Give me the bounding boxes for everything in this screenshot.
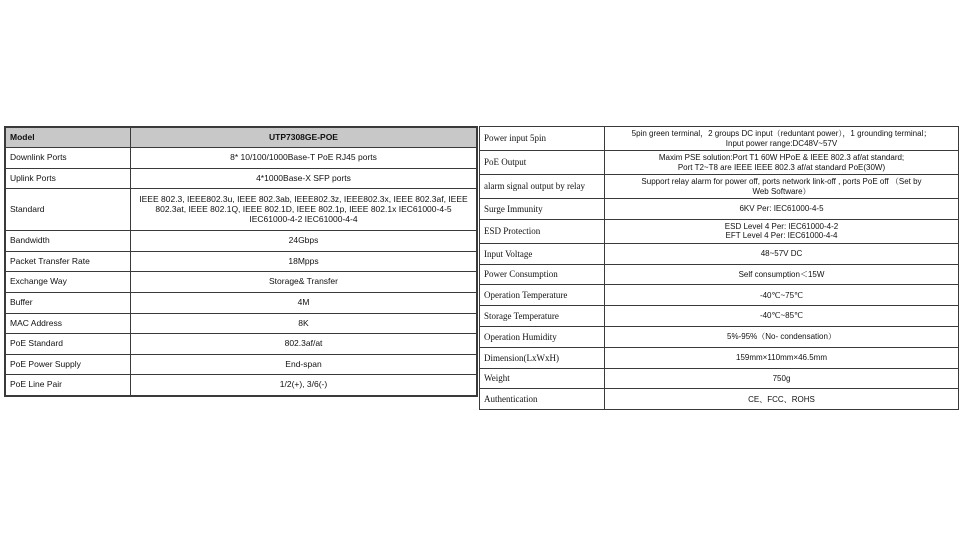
row-label: Operation Temperature: [480, 285, 605, 306]
table-row: [480, 199, 959, 220]
table-row: [480, 219, 959, 243]
row-value: 48~57V DC: [605, 243, 959, 264]
row-value-line: Maxim PSE solution:Port T1 60W HPoE & IEEE 802.3 af/at standard;: [658, 153, 905, 163]
row-label: Power input 5pin: [480, 127, 605, 151]
table-row: [5, 334, 477, 355]
model-value: UTP7308GE-POE: [131, 127, 478, 148]
row-label: Exchange Way: [5, 272, 131, 293]
table-row: [480, 175, 959, 199]
table-row: [480, 326, 959, 347]
row-value: 8* 10/100/1000Base-T PoE RJ45 ports: [131, 148, 478, 169]
table-row: [5, 251, 477, 272]
row-label: PoE Power Supply: [5, 354, 131, 375]
spec-table-right: [479, 126, 959, 410]
row-value-line: EFT Level 4 Per: IEC61000-4-4: [725, 231, 838, 241]
spec-table-left: [4, 126, 478, 397]
row-value: 802.3af/at: [131, 334, 478, 355]
row-label: Operation Humidity: [480, 326, 605, 347]
row-value: 5%-95%（No- condensation）: [605, 326, 959, 347]
table-row: [5, 189, 477, 231]
table-row: [480, 264, 959, 285]
row-value: 750g: [605, 368, 959, 389]
row-label: Weight: [480, 368, 605, 389]
row-value: [605, 175, 959, 199]
table-row: [5, 313, 477, 334]
row-value: 4M: [131, 293, 478, 314]
row-label: Surge Immunity: [480, 199, 605, 220]
row-label: PoE Standard: [5, 334, 131, 355]
table-row: [5, 375, 477, 396]
table-header-row: [5, 127, 477, 148]
table-row: [480, 243, 959, 264]
row-value: -40℃~85℃: [605, 306, 959, 327]
row-value: 18Mpps: [131, 251, 478, 272]
row-value-line: Port T2~T8 are IEEE IEEE 802.3 af/at standard PoE(30W): [677, 162, 886, 172]
row-value-line: Support relay alarm for power off, ports network link-off , ports PoE off （Set by: [641, 177, 922, 187]
row-label: Power Consumption: [480, 264, 605, 285]
model-label: Model: [5, 127, 131, 148]
table-row: [480, 127, 959, 151]
table-row: [480, 306, 959, 327]
table-row: [5, 231, 477, 252]
row-value: End-span: [131, 354, 478, 375]
table-row: [480, 285, 959, 306]
table-row: [480, 389, 959, 410]
row-label: Authentication: [480, 389, 605, 410]
row-label: Storage Temperature: [480, 306, 605, 327]
row-value: 24Gbps: [131, 231, 478, 252]
row-value-line: Input power range:DC48V~57V: [725, 138, 838, 148]
row-value: -40℃~75℃: [605, 285, 959, 306]
row-value: [605, 151, 959, 175]
row-value: Self consumption＜15W: [605, 264, 959, 285]
row-value: 159mm×110mm×46.5mm: [605, 347, 959, 368]
row-value: 1/2(+), 3/6(-): [131, 375, 478, 396]
row-label: Downlink Ports: [5, 148, 131, 169]
table-row: [5, 148, 477, 169]
row-value: CE、FCC、ROHS: [605, 389, 959, 410]
table-row: [480, 347, 959, 368]
row-label: Standard: [5, 189, 131, 231]
row-value: 6KV Per: IEC61000-4-5: [605, 199, 959, 220]
row-value: [605, 127, 959, 151]
row-value: 8K: [131, 313, 478, 334]
table-row: [480, 368, 959, 389]
row-label: Bandwidth: [5, 231, 131, 252]
row-value: IEEE 802.3, IEEE802.3u, IEEE 802.3ab, IEEE802.3z, IEEE802.3x, IEEE 802.3af, IEEE 802.3at, IEEE 802.1Q, IEEE 802.1D, IEEE 802.1p, IEEE 802.1x IEC61000-4-5 IEC61000-4-2 IEC61000-4-4: [131, 189, 478, 231]
row-label: Dimension(LxWxH): [480, 347, 605, 368]
row-label: PoE Output: [480, 151, 605, 175]
row-label: ESD Protection: [480, 219, 605, 243]
table-row: [5, 168, 477, 189]
row-value: 4*1000Base-X SFP ports: [131, 168, 478, 189]
table-row: [5, 354, 477, 375]
row-label: PoE Line Pair: [5, 375, 131, 396]
row-label: alarm signal output by relay: [480, 175, 605, 199]
row-label: Uplink Ports: [5, 168, 131, 189]
row-label: Buffer: [5, 293, 131, 314]
row-label: Input Voltage: [480, 243, 605, 264]
table-row: [5, 272, 477, 293]
row-value: [605, 219, 959, 243]
row-value-line: 5pin green terminal，2 groups DC input（reduntant power），1 grounding terminal；: [631, 129, 932, 139]
row-value: Storage& Transfer: [131, 272, 478, 293]
row-label: MAC Address: [5, 313, 131, 334]
table-row: [480, 151, 959, 175]
row-value-line: Web Software）: [752, 186, 811, 196]
row-label: Packet Transfer Rate: [5, 251, 131, 272]
row-value-line: ESD Level 4 Per: IEC61000-4-2: [724, 222, 839, 232]
table-row: [5, 293, 477, 314]
